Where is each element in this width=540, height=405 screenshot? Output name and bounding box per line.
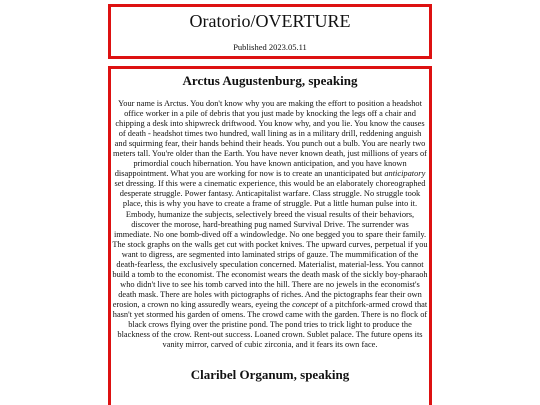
body-text-part: of a pitchfork-armed crowd that hasn't yet stormed his garden of omens. The crowd came with the garden. There is no flock of black crows flying over the pristine pond. The pond tries to trick light to produce the blackness of the crow. Rent-out success. Loaned crown. Sublet palace. The future opens its vanity mirror, carved of cubic zirconia, and it fears its own face. bbox=[112, 299, 428, 350]
published-date: Published 2023.05.11 bbox=[233, 42, 307, 52]
body-text-part: Your name is Arctus. You don't know why you are making the effort to position a headshot office worker in a pile of debris that you just made by knocking the legs off a chair and chipping a desk into shipwreck driftwood. You know why, and you lie. You know the causes of death - headshot times two hundred, wall lining as in a military drill, reddening anguish and squirming fear, their hands behind their heads. You punch out a bulb. You are nearly two meters tall. You're older than the Earth. You have never known death, just millions of years of primordial couch hibernation. You have known anticipation, and you have known disappointment. What you are working for now is to create an unanticipated but bbox=[113, 99, 427, 179]
body-text-part: set dressing. If this were a cinematic experience, this would be an elaborately choreographed desperate struggle. Power fantasy. Anticapitalist warfare. Class struggle. No struggle took place, this is why you have to create a frame of struggle. Put a little human pulse into it. Embody, humanize the subjects, selectively breed the visual results of their behaviors, discover the morose, hard-breathing pug named Survival Drive. The surrender was immediate. No one bomb-dived off a windowledge. No one begged you to spare their family. The stock graphs on the walls get cut with pocket knives. The upward curves, perpetual if you want to digress, are segmented into laminated strips of gauze. The mummification of the death-fearless, the exclusively speculation concerned. Materialist, material-less. You cannot build a tomb to the economist. The economist wears the death mask of the sickly boy-pharaoh who didn't live to see his tomb carved into the hill. There are no jewels in the economist's death mask. There are holes with pictographs of riches. And the pictographs fear their own erosion, a crown no king assuredly wears, eyeing the bbox=[112, 179, 428, 309]
content-box bbox=[108, 66, 432, 405]
section-body-arctus bbox=[111, 99, 429, 350]
section-heading-arctus: Arctus Augustenburg, speaking bbox=[182, 73, 358, 88]
emphasis-anticipatory: anticipatory bbox=[384, 169, 426, 179]
section-heading-claribel: Claribel Organum, speaking bbox=[190, 367, 350, 383]
header-box bbox=[108, 4, 432, 59]
site-title[interactable]: Oratorio/OVERTURE bbox=[189, 11, 351, 31]
emphasis-concept: concept bbox=[292, 299, 319, 309]
